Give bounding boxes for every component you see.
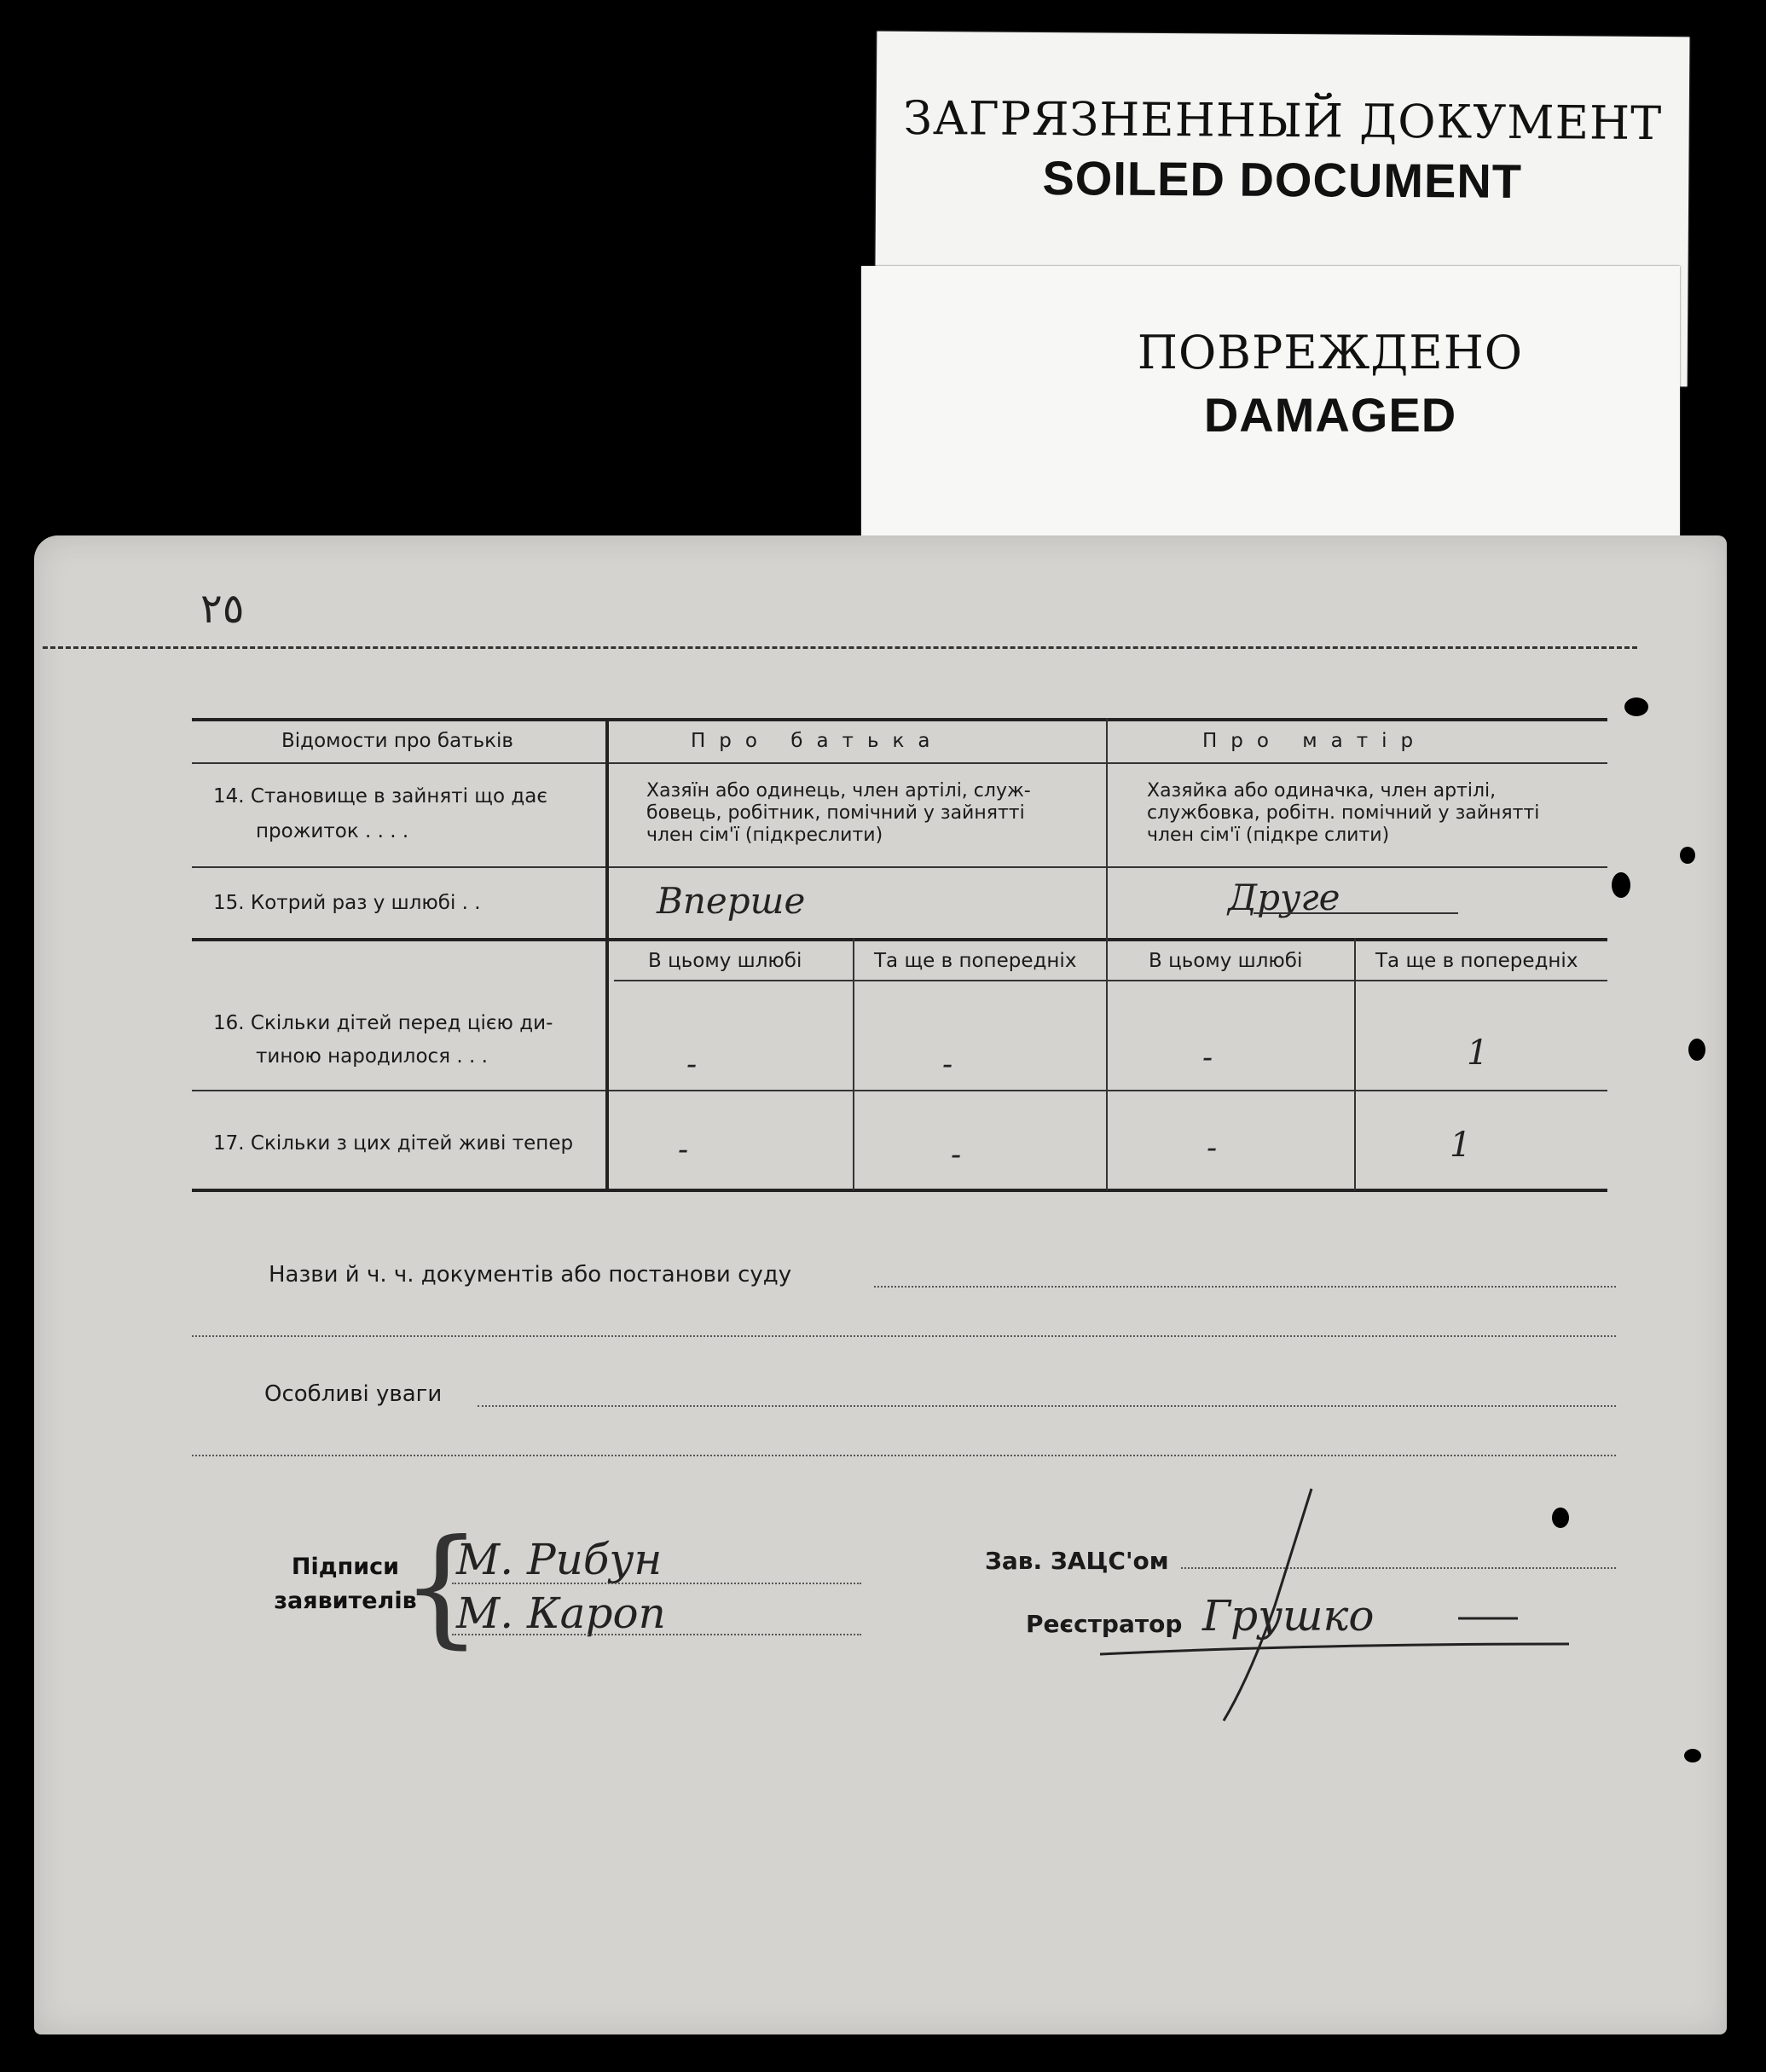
row17-mother-previous: 1	[1450, 1126, 1472, 1165]
row17-label: 17. Скільки з цих дітей живі тепер	[213, 1132, 574, 1155]
row14-father-options: Хазяїн або одинець, член артілі, служ- бовець, робітник, помічний у зайнятті член сім'ї (підкреслити)	[646, 780, 1031, 846]
row16-father-previous: -	[942, 1047, 953, 1082]
header-info: Відомости про батьків	[281, 730, 513, 752]
registration-form-page	[34, 535, 1727, 2034]
applicants-title-line1: Підписи	[291, 1554, 400, 1580]
row15-mother-value: Друге	[1228, 877, 1340, 918]
row14-mother-options: Хазяйка або одиначка, член артілі, службовка, робітн. помічний у зайнятті член сім'ї (підкре слити)	[1147, 780, 1540, 846]
corner-page-number: ٢٥	[200, 585, 245, 633]
paper-hole	[1684, 1749, 1701, 1762]
signature-brace: {	[401, 1513, 483, 1661]
row15-label: 15. Котрий раз у шлюбі . .	[213, 892, 481, 914]
subheader-mother-previous: Та ще в попередніх	[1375, 950, 1578, 972]
applicants-title-line2: заявителів	[274, 1588, 417, 1614]
soiled-label-en: SOILED DOCUMENT	[1042, 151, 1523, 208]
row15-father-value: Вперше	[657, 880, 806, 922]
applicant1-signature: М. Рибун	[456, 1535, 663, 1584]
registrar-label: Реєстратор	[1026, 1610, 1183, 1638]
row17-mother-this: -	[1207, 1131, 1218, 1166]
signature-strokes	[34, 535, 1727, 2034]
row17-father-this: -	[678, 1132, 689, 1167]
row14-label-2: прожиток . . . .	[256, 820, 409, 842]
soiled-label-ru: ЗАГРЯЗНЕННЫЙ ДОКУМЕНТ	[903, 90, 1663, 151]
damaged-label-en: DAMAGED	[1203, 388, 1457, 442]
subheader-mother-this: В цьому шлюбі	[1149, 950, 1303, 972]
head-zags-label: Зав. ЗАЦС'ом	[985, 1547, 1169, 1575]
row16-mother-this: -	[1202, 1040, 1213, 1075]
paper-hole	[1612, 872, 1630, 898]
registrar-signature: Грушко	[1202, 1591, 1375, 1641]
documents-label: Назви й ч. ч. документів або постанови суду	[269, 1262, 792, 1288]
paper-hole	[1624, 697, 1648, 716]
damaged-sticker	[861, 266, 1680, 556]
damaged-label-ru: ПОВРЕЖДЕНО	[1137, 326, 1524, 379]
row16-father-this: -	[686, 1047, 698, 1082]
header-mother: Про матір	[1202, 730, 1427, 752]
paper-hole	[1552, 1508, 1569, 1528]
remarks-label: Особливі уваги	[264, 1381, 443, 1407]
row16-label-1: 16. Скільки дітей перед цією ди-	[213, 1012, 553, 1034]
row14-label-1: 14. Становище в зайняті що дає	[213, 785, 547, 807]
subheader-father-previous: Та ще в попередніх	[874, 950, 1077, 972]
row16-label-2: тиною народилося . . .	[256, 1045, 488, 1068]
applicant2-signature: М. Кароп	[456, 1589, 666, 1638]
header-father: Про батька	[691, 730, 944, 752]
row17-father-previous: -	[951, 1137, 962, 1172]
subheader-father-this: В цьому шлюбі	[648, 950, 802, 972]
row16-mother-previous: 1	[1467, 1033, 1489, 1073]
paper-hole	[1680, 847, 1695, 864]
paper-hole	[1688, 1039, 1705, 1061]
